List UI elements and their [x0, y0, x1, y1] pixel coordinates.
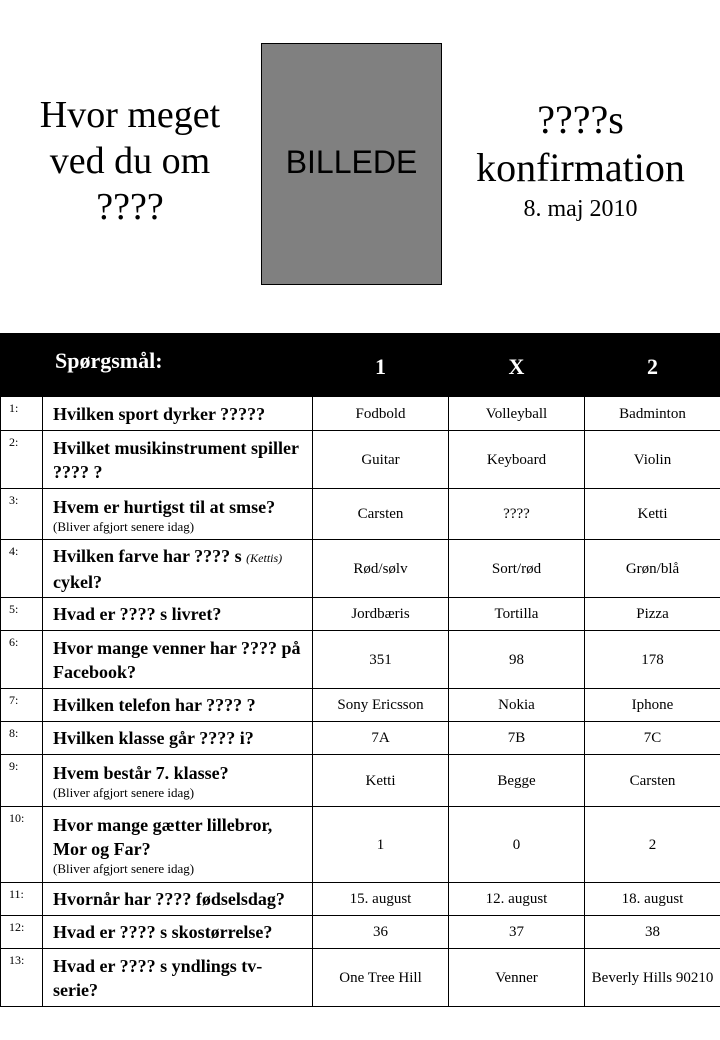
- question-number: 5:: [1, 598, 43, 631]
- quiz-title-line: ved du om: [49, 140, 211, 182]
- answer-option-x: Sort/rød: [449, 540, 585, 598]
- question-note: (Bliver afgjort senere idag): [53, 861, 195, 876]
- table-row: [1, 807, 720, 883]
- answer-option-x: Volleyball: [449, 397, 585, 431]
- table-row: [1, 598, 720, 631]
- question-text: Hvem er hurtigst til at smse?: [53, 496, 276, 517]
- answer-option-x: Nokia: [449, 689, 585, 722]
- question-text: Hvad er ???? s livret?: [43, 598, 313, 631]
- quiz-title: [10, 92, 250, 230]
- answer-option-1: Rød/sølv: [313, 540, 449, 598]
- table-row: [1, 631, 720, 689]
- question-text: Hvad er ???? s skostørrelse?: [43, 916, 313, 949]
- table-row: [1, 722, 720, 755]
- event-title-line: ????s: [537, 97, 624, 142]
- answer-option-1: Guitar: [313, 431, 449, 489]
- table-row: [1, 755, 720, 807]
- answer-option-2: Violin: [585, 431, 720, 489]
- answer-option-1: 36: [313, 916, 449, 949]
- answer-option-2: Pizza: [585, 598, 720, 631]
- header-option-2: 2: [585, 334, 720, 397]
- answer-option-1: 1: [313, 807, 449, 883]
- question-number: 1:: [1, 397, 43, 431]
- table-row: [1, 916, 720, 949]
- answer-option-1: Carsten: [313, 489, 449, 540]
- question-text: Hvilken farve har ???? s: [53, 545, 242, 566]
- question-cell: [43, 807, 313, 883]
- photo-placeholder-label: BILLEDE: [285, 144, 418, 180]
- question-text: Hvilken sport dyrker ?????: [43, 397, 313, 431]
- answer-option-1: Jordbæris: [313, 598, 449, 631]
- answer-option-1: 351: [313, 631, 449, 689]
- question-number: 12:: [1, 916, 43, 949]
- table-row: [1, 431, 720, 489]
- header-option-x: X: [449, 334, 585, 397]
- answer-option-1: Ketti: [313, 755, 449, 807]
- question-number: 4:: [1, 540, 43, 598]
- quiz-table: [0, 333, 720, 1007]
- answer-option-2: Beverly Hills 90210: [585, 949, 720, 1007]
- answer-option-x: Venner: [449, 949, 585, 1007]
- table-row: [1, 397, 720, 431]
- event-date: 8. maj 2010: [523, 196, 638, 222]
- question-number: 3:: [1, 489, 43, 540]
- answer-option-1: One Tree Hill: [313, 949, 449, 1007]
- header-question: Spørgsmål:: [43, 334, 313, 397]
- photo-placeholder: [261, 43, 442, 285]
- header-option-1: 1: [313, 334, 449, 397]
- answer-option-1: Fodbold: [313, 397, 449, 431]
- answer-option-2: Grøn/blå: [585, 540, 720, 598]
- table-row: [1, 689, 720, 722]
- question-text: cykel?: [53, 571, 102, 592]
- question-number: 11:: [1, 883, 43, 916]
- answer-option-x: 98: [449, 631, 585, 689]
- answer-option-2: Carsten: [585, 755, 720, 807]
- question-number: 2:: [1, 431, 43, 489]
- table-row: [1, 540, 720, 598]
- answer-option-x: 7B: [449, 722, 585, 755]
- answer-option-2: 18. august: [585, 883, 720, 916]
- answer-option-2: 2: [585, 807, 720, 883]
- answer-option-2: 7C: [585, 722, 720, 755]
- answer-option-2: Iphone: [585, 689, 720, 722]
- question-number: 13:: [1, 949, 43, 1007]
- question-text: Hvilket musikinstrument spiller ???? ?: [43, 431, 313, 489]
- answer-option-2: 178: [585, 631, 720, 689]
- question-cell: [43, 755, 313, 807]
- question-text: Hvilken telefon har ???? ?: [43, 689, 313, 722]
- question-text: Hvem består 7. klasse?: [53, 763, 229, 783]
- question-text: Hvor mange venner har ???? på Facebook?: [43, 631, 313, 689]
- quiz-title-line: ????: [96, 186, 164, 228]
- question-note: (Bliver afgjort senere idag): [53, 518, 195, 534]
- question-number: 7:: [1, 689, 43, 722]
- table-row: [1, 949, 720, 1007]
- question-text: Hvor mange gætter lillebror, Mor og Far?: [53, 815, 273, 859]
- answer-option-x: Begge: [449, 755, 585, 807]
- answer-option-1: 15. august: [313, 883, 449, 916]
- event-title-line: konfirmation: [476, 145, 685, 190]
- answer-option-x: 37: [449, 916, 585, 949]
- answer-option-2: Badminton: [585, 397, 720, 431]
- question-number: 6:: [1, 631, 43, 689]
- header-number-cell: [1, 334, 43, 397]
- question-note: (Bliver afgjort senere idag): [53, 785, 195, 800]
- table-header-row: [1, 334, 720, 397]
- question-text: Hvornår har ???? fødselsdag?: [43, 883, 313, 916]
- event-title: [458, 96, 703, 224]
- answer-option-1: Sony Ericsson: [313, 689, 449, 722]
- answer-option-x: ????: [449, 489, 585, 540]
- table-row: [1, 489, 720, 540]
- question-cell: [43, 489, 313, 540]
- question-number: 10:: [1, 807, 43, 883]
- question-number: 9:: [1, 755, 43, 807]
- answer-option-x: Keyboard: [449, 431, 585, 489]
- answer-option-1: 7A: [313, 722, 449, 755]
- question-parenthetical: (Kettis): [246, 550, 283, 565]
- answer-option-x: Tortilla: [449, 598, 585, 631]
- question-number: 8:: [1, 722, 43, 755]
- question-text: Hvad er ???? s yndlings tv-serie?: [43, 949, 313, 1007]
- question-cell: [43, 540, 313, 598]
- answer-option-x: 0: [449, 807, 585, 883]
- answer-option-x: 12. august: [449, 883, 585, 916]
- answer-option-2: 38: [585, 916, 720, 949]
- quiz-title-line: Hvor meget: [39, 94, 221, 136]
- answer-option-2: Ketti: [585, 489, 720, 540]
- question-text: Hvilken klasse går ???? i?: [43, 722, 313, 755]
- table-row: [1, 883, 720, 916]
